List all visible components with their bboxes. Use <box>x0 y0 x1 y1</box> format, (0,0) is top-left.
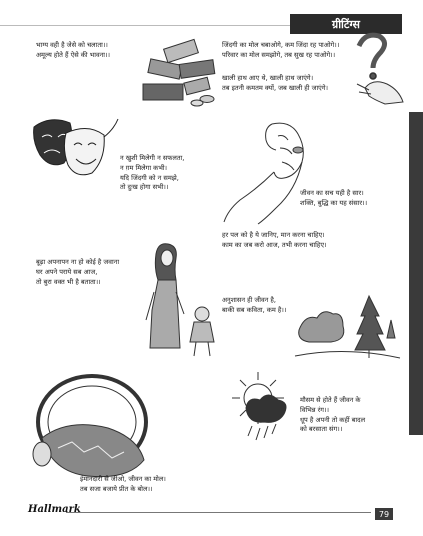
theatre-masks-illustration <box>30 115 120 183</box>
poem-line: को बरसाता संग।। <box>300 425 343 434</box>
page-number: 79 <box>375 508 393 520</box>
poem-line: घर अपने पराये सब आज, <box>36 267 98 276</box>
poem-line: खाली हाथ आए थे, खाली हाथ जाएंगे। <box>222 74 314 82</box>
poem-line: विभिन्न रंग।। <box>300 405 329 414</box>
poem-nature <box>222 296 286 316</box>
poem-line: काम का जब करो आज, तभी करना चाहिए। <box>222 240 327 249</box>
poem-line: न खुशी मिलेगी न सफलता, <box>120 154 185 162</box>
hand-sketch-illustration <box>218 118 323 226</box>
poem-weather <box>300 396 365 435</box>
woman-child-illustration <box>140 240 220 358</box>
poem-masks <box>120 154 184 193</box>
ring-illustration <box>28 368 166 486</box>
poem-line: शक्ति, बुद्धि का यह संसार।। <box>300 198 368 207</box>
poem-old-age <box>36 258 119 287</box>
section-title: ग्रीटिंग्स <box>332 17 360 31</box>
poem-line: मौसम से होते हैं जीवन के <box>300 396 361 404</box>
poem-work <box>222 231 327 251</box>
poem-line: भाग्य वही है जेसे को चलाता।। <box>36 41 108 49</box>
poem-hand <box>300 189 367 209</box>
poem-line: जिंदगी का मोल चबाओगे, कम जिंदा रह पाओगे।। <box>222 41 340 49</box>
landscape-trees-illustration <box>295 290 400 362</box>
poem-line: तब इतनी कमतम क्यों, जब खाली ही जाएंगे। <box>222 83 329 92</box>
poem-line: अमूल्य होते हैं ऐसे की भावना।। <box>36 50 111 59</box>
poem-ring <box>80 475 166 495</box>
poem-line: ईमानदारी से जीओ, जीवन का मोल। <box>80 475 166 483</box>
poem-line: तब सजा बजाये प्रीत के बोल।। <box>80 484 153 493</box>
question-hand-illustration <box>345 30 405 105</box>
poem-line: बाकी सब कविता, कम है।। <box>222 305 287 314</box>
brand-logo: Hallmark <box>28 504 81 515</box>
footer-rule <box>66 512 371 513</box>
poem-line: अनुशासन ही जीवन है, <box>222 296 277 304</box>
poem-line: तो बुरा वक्त भी है बताता।। <box>36 277 101 286</box>
poem-line: जीवन का सच यही है सार। <box>300 189 364 197</box>
side-edge-bar <box>409 112 423 435</box>
poem-life-value <box>222 41 339 61</box>
poem-money <box>36 41 110 61</box>
poem-line: न ग़म मिलेगा कभी। <box>120 163 168 172</box>
poem-line: हर पल को है ये जानिए, मान करना चाहिए। <box>222 231 325 239</box>
poem-line: परिवार का मोल समझोगे, तब सुख रह पाओगे।। <box>222 50 336 59</box>
header-rule <box>0 25 290 26</box>
sun-cloud-illustration <box>222 368 298 454</box>
poem-line: धूप है अपनी तो कहीं बादल <box>300 415 366 424</box>
money-illustration <box>135 40 220 108</box>
poem-line: बूढ़ा अपनापन ना हो कोई है जवाना <box>36 258 120 266</box>
poem-line: तो दुःख होगा सभी।। <box>120 183 169 192</box>
poem-empty-hands <box>222 74 328 94</box>
poem-line: यदि जिंदगी को न समझे, <box>120 173 179 182</box>
